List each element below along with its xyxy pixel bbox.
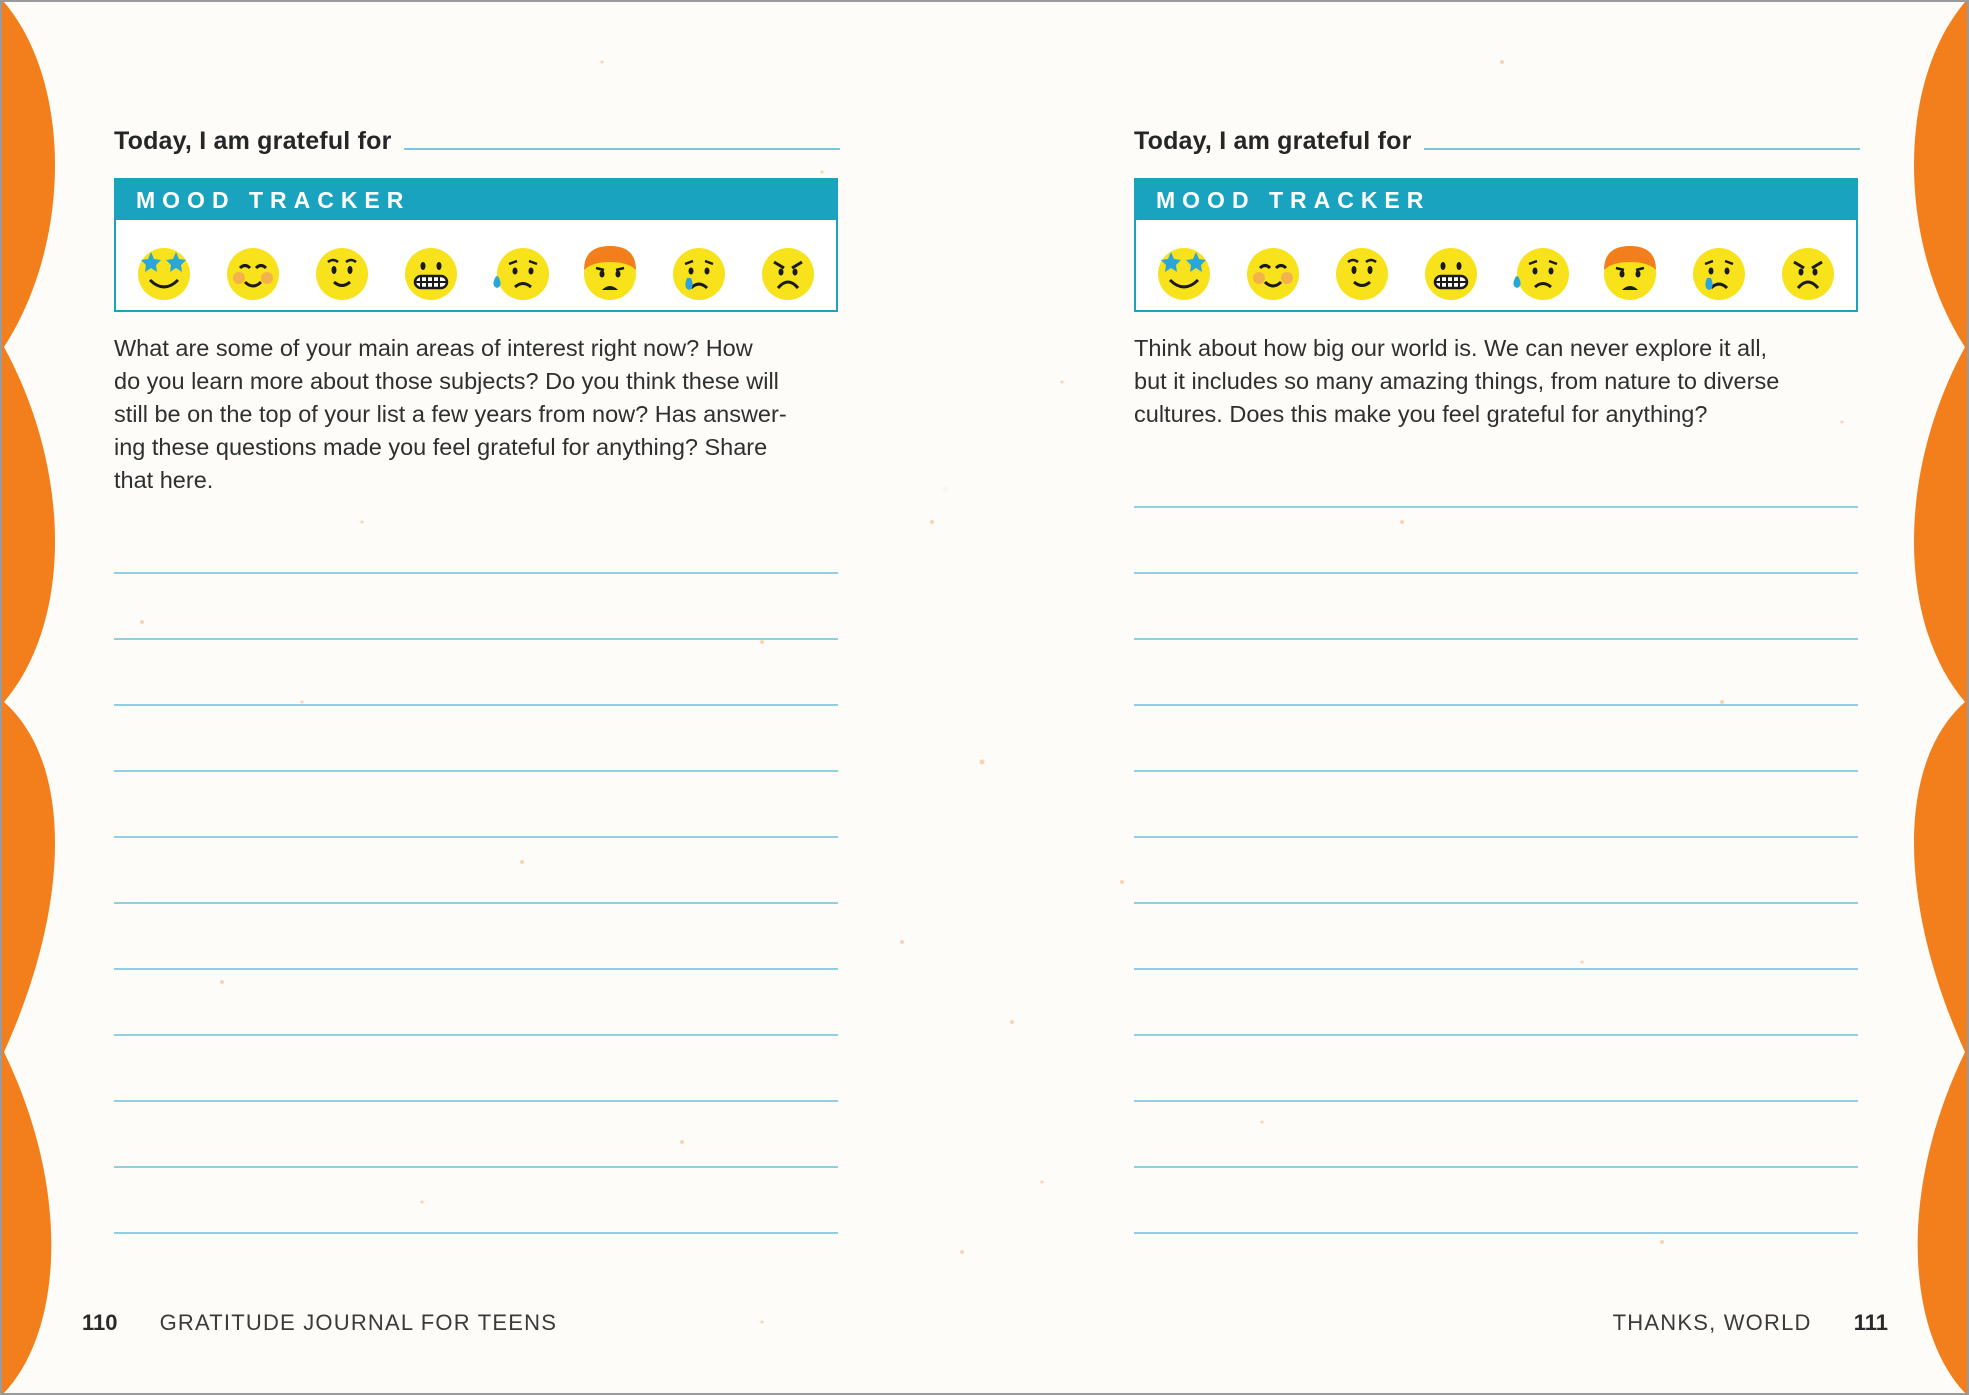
crying-face-icon[interactable] [1687, 240, 1751, 304]
writing-line[interactable] [1134, 1232, 1858, 1234]
writing-line[interactable] [114, 836, 838, 838]
writing-line[interactable] [1134, 638, 1858, 640]
writing-line[interactable] [1134, 902, 1858, 904]
writing-line[interactable] [1134, 770, 1858, 772]
grateful-prompt-row [1134, 120, 1860, 156]
mood-tracker [1134, 178, 1858, 312]
hot-headed-face-icon[interactable] [1598, 240, 1662, 304]
prompt-line: do you learn more about those subjects? Do you think these will [114, 368, 779, 394]
writing-line[interactable] [114, 638, 838, 640]
smiling-face-icon[interactable] [310, 240, 374, 304]
running-title: GRATITUDE JOURNAL FOR TEENS [159, 1310, 558, 1335]
writing-line[interactable] [114, 704, 838, 706]
writing-line[interactable] [1134, 1100, 1858, 1102]
left-scallop-edge [2, 2, 92, 1393]
angry-face-icon[interactable] [756, 240, 820, 304]
page-number: 110 [82, 1310, 118, 1335]
prompt-line: ing these questions made you feel grateful for anything? Share [114, 434, 768, 460]
grimacing-face-icon[interactable] [1419, 240, 1483, 304]
mood-options [1136, 220, 1856, 310]
mood-tracker [114, 178, 838, 312]
right-scallop-edge [1877, 2, 1967, 1393]
blushing-face-icon[interactable] [221, 240, 285, 304]
writing-line[interactable] [114, 770, 838, 772]
grateful-label: Today, I am grateful for [114, 127, 392, 155]
journal-prompt [1134, 332, 1864, 431]
writing-line[interactable] [114, 902, 838, 904]
writing-line[interactable] [1134, 836, 1858, 838]
prompt-line: cultures. Does this make you feel grateful for anything? [1134, 401, 1708, 427]
hot-headed-face-icon[interactable] [578, 240, 642, 304]
prompt-line: What are some of your main areas of interest right now? How [114, 335, 753, 361]
prompt-line: still be on the top of your list a few years from now? Has answer- [114, 401, 787, 427]
grateful-label: Today, I am grateful for [1134, 127, 1412, 155]
right-footer [1613, 1310, 1888, 1336]
prompt-line: Think about how big our world is. We can never explore it all, [1134, 335, 1768, 361]
writing-line[interactable] [114, 572, 838, 574]
star-eyes-face-icon[interactable] [132, 240, 196, 304]
writing-line[interactable] [1134, 968, 1858, 970]
grateful-answer-line[interactable] [404, 148, 840, 150]
anxious-sweat-face-icon[interactable] [1509, 240, 1573, 304]
page-number: 111 [1853, 1310, 1888, 1335]
crying-face-icon[interactable] [667, 240, 731, 304]
grateful-prompt-row [114, 120, 840, 156]
mood-tracker-title: MOOD TRACKER [116, 180, 836, 220]
writing-line[interactable] [1134, 572, 1858, 574]
mood-options [116, 220, 836, 310]
writing-line[interactable] [114, 968, 838, 970]
smiling-face-icon[interactable] [1330, 240, 1394, 304]
blushing-face-icon[interactable] [1241, 240, 1305, 304]
writing-line[interactable] [1134, 1166, 1858, 1168]
anxious-sweat-face-icon[interactable] [489, 240, 553, 304]
writing-line[interactable] [1134, 704, 1858, 706]
writing-line[interactable] [1134, 506, 1858, 508]
grateful-answer-line[interactable] [1424, 148, 1860, 150]
running-title: THANKS, WORLD [1612, 1310, 1812, 1335]
star-eyes-face-icon[interactable] [1152, 240, 1216, 304]
prompt-line: but it includes so many amazing things, from nature to diverse [1134, 368, 1780, 394]
writing-line[interactable] [114, 1100, 838, 1102]
left-footer [82, 1310, 557, 1336]
left-page [82, 2, 854, 1393]
journal-prompt [114, 332, 844, 497]
writing-line[interactable] [114, 1166, 838, 1168]
writing-line[interactable] [1134, 1034, 1858, 1036]
writing-line[interactable] [114, 1232, 838, 1234]
grimacing-face-icon[interactable] [399, 240, 463, 304]
right-page [1134, 2, 1888, 1393]
angry-face-icon[interactable] [1776, 240, 1840, 304]
prompt-line: that here. [114, 467, 214, 493]
writing-line[interactable] [114, 1034, 838, 1036]
mood-tracker-title: MOOD TRACKER [1136, 180, 1856, 220]
